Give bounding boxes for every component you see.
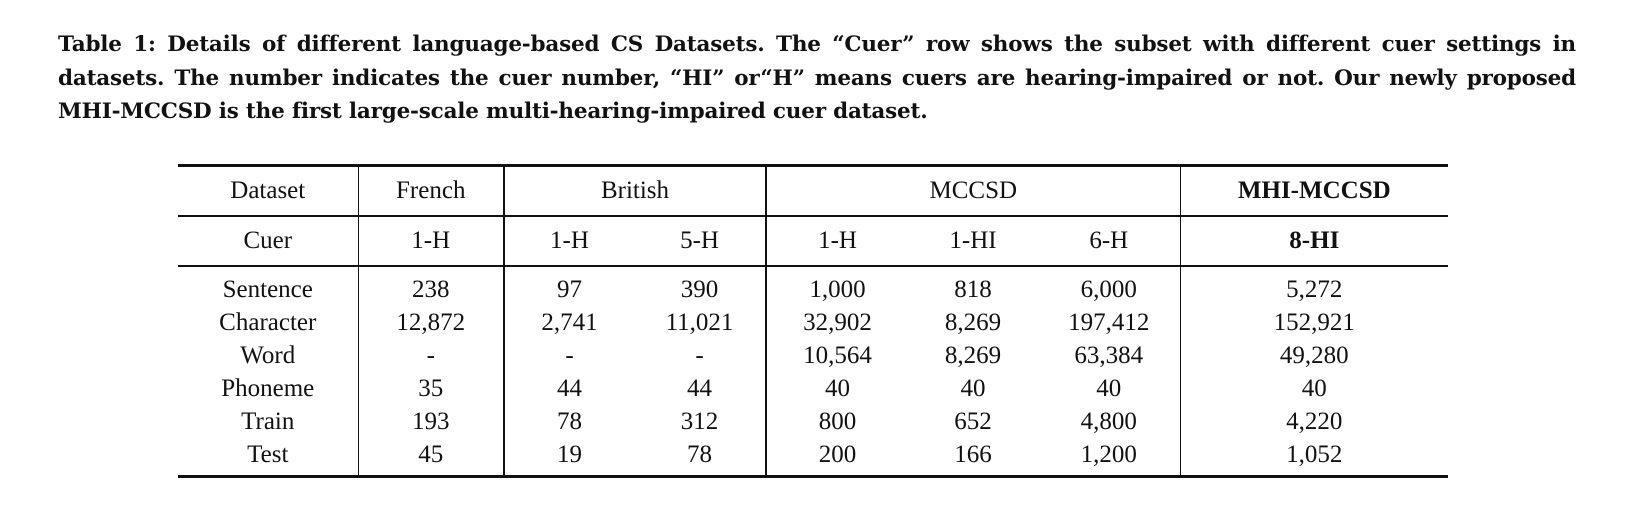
row-label: Test	[178, 438, 358, 477]
group-header-french: French	[358, 166, 504, 217]
table-row	[178, 372, 1448, 405]
cuer-header-label: Cuer	[178, 216, 358, 266]
table-cell: 40	[1180, 372, 1448, 405]
table-row	[178, 306, 1448, 339]
table-cell: -	[358, 339, 504, 372]
table-cell: 5,272	[1180, 266, 1448, 306]
table-cell: 10,564	[766, 339, 908, 372]
table-cell: 19	[504, 438, 634, 477]
table-cell: 1,200	[1038, 438, 1180, 477]
table-cell: 193	[358, 405, 504, 438]
group-header-mccsd: MCCSD	[766, 166, 1180, 217]
table-cell: 1,052	[1180, 438, 1448, 477]
group-header-british: British	[504, 166, 766, 217]
dataset-header-label: Dataset	[178, 166, 358, 217]
table-row	[178, 405, 1448, 438]
table-cell: 2,741	[504, 306, 634, 339]
header-row-cuer	[178, 216, 1448, 266]
row-label: Sentence	[222, 275, 313, 303]
table-cell: 6,000	[1080, 275, 1137, 303]
table-cell: 78	[634, 438, 766, 477]
table-cell: 44	[687, 374, 712, 402]
table-cell: 197,412	[1068, 308, 1150, 336]
table-cell: 35	[358, 372, 504, 405]
cuer-cell: 6-H	[1038, 216, 1180, 266]
group-header-mhi-mccsd: MHI-MCCSD	[1180, 166, 1448, 217]
cuer-cell: 1-H	[504, 216, 634, 266]
row-label: Train	[241, 407, 295, 435]
table-cell: 49,280	[1180, 339, 1448, 372]
table-cell: -	[695, 341, 704, 369]
table-cell: 40	[1096, 374, 1122, 402]
table-cell: 97	[504, 266, 634, 306]
table-cell: 166	[908, 438, 1038, 477]
cuer-cell: 1-HI	[908, 216, 1038, 266]
table-cell: 312	[680, 407, 719, 435]
table-cell: 40	[766, 372, 908, 405]
table-caption: Table 1: Details of different language-based CS Datasets. The “Cuer” row shows the subset with different cuer settings in datasets. The number indicates the cuer number, “HI” or“H” means cuers are hearing-impaired or not. Our newly proposed MHI-MCCSD is the first large-scale multi-hearing-impaired cuer dataset.	[58, 32, 1576, 124]
row-label: Character	[219, 308, 317, 336]
table-row	[178, 438, 1448, 477]
table-cell: 11,021	[665, 308, 734, 336]
cuer-cell: 5-H	[634, 216, 766, 266]
cuer-cell: 1-H	[766, 216, 908, 266]
table-cell: 32,902	[766, 306, 908, 339]
table-cell: 40	[960, 374, 986, 402]
table-cell: 8,269	[944, 308, 1002, 336]
table-cell: 652	[954, 407, 992, 435]
table-cell: 63,384	[1074, 341, 1144, 369]
table-cell: 200	[766, 438, 908, 477]
cuer-cell: 1-H	[358, 216, 504, 266]
row-label: Word	[240, 341, 296, 369]
table-row	[178, 266, 1448, 306]
table-cell: 390	[680, 275, 719, 303]
table-cell: 12,872	[358, 306, 504, 339]
table-cell: 818	[954, 275, 992, 303]
header-row-dataset	[178, 166, 1448, 217]
table-row	[178, 339, 1448, 372]
table-cell: 4,220	[1180, 405, 1448, 438]
table-cell: -	[504, 339, 634, 372]
table-cell: 238	[358, 266, 504, 306]
table-cell: 1,000	[766, 266, 908, 306]
table-cell: 44	[504, 372, 634, 405]
cuer-cell: 8-HI	[1180, 216, 1448, 266]
dataset-table	[178, 164, 1448, 478]
table-cell: 78	[504, 405, 634, 438]
table-cell: 8,269	[944, 341, 1002, 369]
row-label: Phoneme	[221, 374, 315, 402]
table-cell: 45	[358, 438, 504, 477]
table-cell: 152,921	[1180, 306, 1448, 339]
table-cell: 800	[766, 405, 908, 438]
table-cell: 4,800	[1080, 407, 1137, 435]
